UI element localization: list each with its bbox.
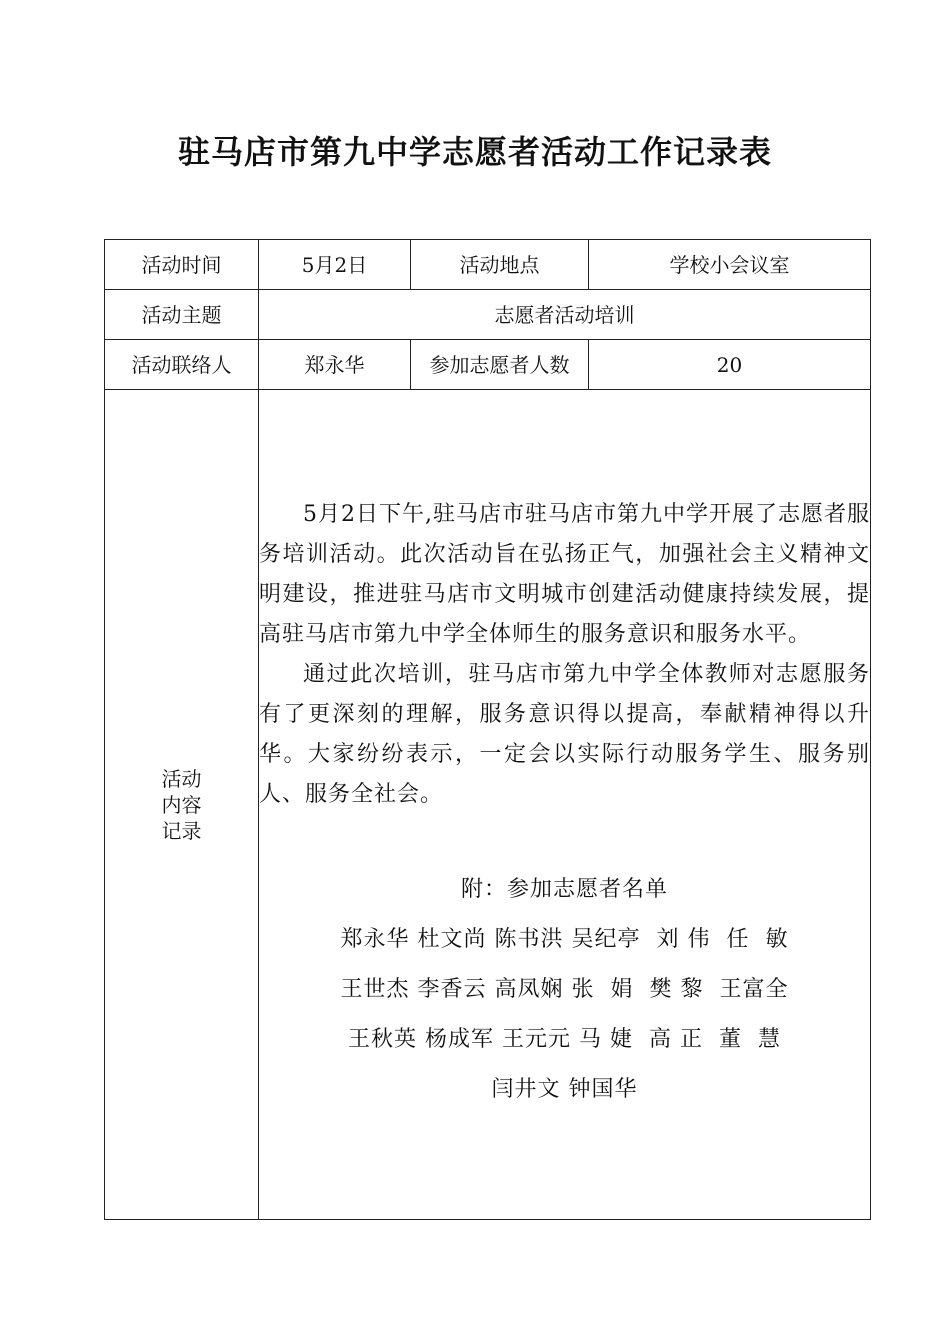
content-label-line: 活动 (161, 766, 202, 791)
content-label-line: 记录 (161, 818, 202, 843)
row-theme (105, 290, 871, 340)
row-contact-count (105, 340, 871, 390)
row-time-place (105, 240, 871, 290)
activity-time-value: 5月2日 (259, 240, 411, 290)
volunteer-count-label: 参加志愿者人数 (411, 340, 589, 390)
content-paragraph: 通过此次培训，驻马店市第九中学全体教师对志愿服务有了更深刻的理解，服务意识得以提高，奉献精神得以升华。大家纷纷表示，一定会以实际行动服务学生、服务别人、服务全社会。 (259, 661, 870, 807)
activity-theme-value: 志愿者活动培训 (259, 290, 871, 340)
activity-record-table (104, 239, 871, 1220)
volunteer-names-line: 闫井文 钟国华 (491, 1076, 638, 1102)
activity-contact-value: 郑永华 (259, 340, 411, 390)
volunteer-names-line: 郑永华 杜文尚 陈书洪 吴纪亭 刘 伟 任 敏 (340, 926, 789, 952)
activity-content-body (259, 390, 871, 1220)
volunteer-list-title: 附：参加志愿者名单 (460, 876, 668, 902)
content-label-line: 内容 (161, 792, 202, 817)
activity-time-label: 活动时间 (105, 240, 259, 290)
page-title: 驻马店市第九中学志愿者活动工作记录表 (177, 133, 772, 171)
volunteer-names-line: 王世杰 李香云 高凤娴 张 娟 樊 黎 王富全 (340, 976, 789, 1002)
volunteer-count-value: 20 (589, 340, 871, 390)
activity-place-label: 活动地点 (411, 240, 589, 290)
content-paragraph: 5月2日下午,驻马店市驻马店市第九中学开展了志愿者服务培训活动。此次活动旨在弘扬正气，加强社会主义精神文明建设，推进驻马店市文明城市创建活动健康持续发展，提高驻马店市第九中学全体师生的服务意识和服务水平。 (259, 501, 870, 647)
activity-place-value: 学校小会议室 (589, 240, 871, 290)
volunteer-names-line: 王秋英 杨成军 王元元 马 婕 高 正 董 慧 (348, 1026, 781, 1052)
row-content (105, 390, 871, 1220)
activity-content-label (105, 390, 259, 1220)
activity-theme-label: 活动主题 (105, 290, 259, 340)
activity-contact-label: 活动联络人 (105, 340, 259, 390)
